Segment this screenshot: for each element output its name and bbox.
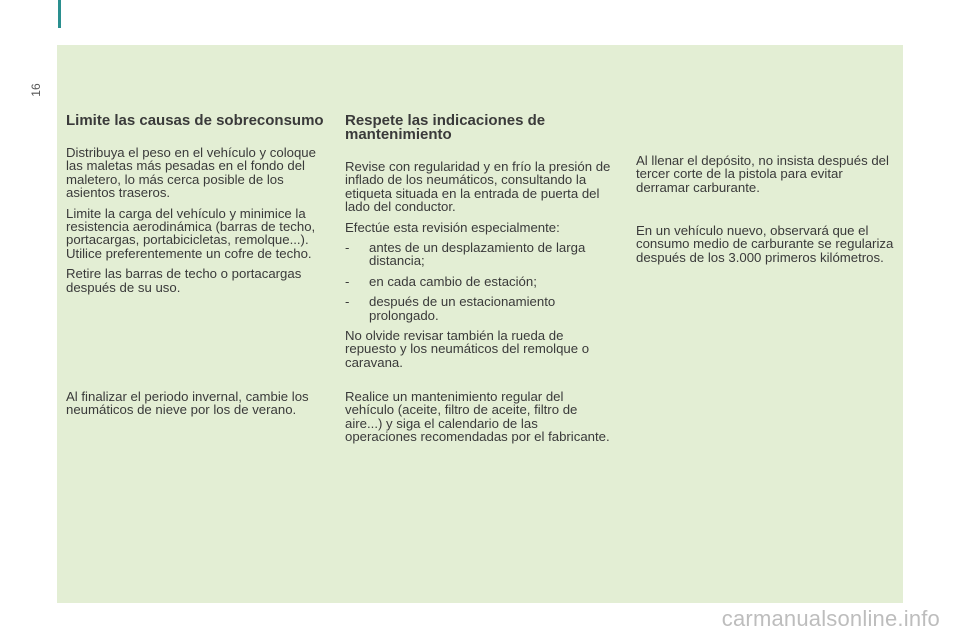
section-regular-maintenance bbox=[345, 390, 613, 451]
section-refuelling bbox=[636, 154, 898, 201]
paragraph: Efectúe esta revisión especialmente: bbox=[345, 219, 560, 235]
paragraph: Limite la carga del vehículo y minimice la resistencia aerodinámica (barras de techo, portacargas, portabicicletas, remolque...). Utilice preferentemente un cofre de techo. bbox=[66, 205, 316, 261]
section-title: Respete las indicaciones de mantenimiento bbox=[345, 112, 546, 143]
page-number: 16 bbox=[29, 83, 43, 97]
accent-bar bbox=[58, 0, 61, 28]
paragraph: Al llenar el depósito, no insista después del tercer corte de la pistola para evitar derramar carburante. bbox=[636, 153, 889, 195]
paragraph: En un vehículo nuevo, observará que el consumo medio de carburante se regulariza después de los 3.000 primeros kilómetros. bbox=[636, 223, 894, 265]
watermark: carmanualsonline.info bbox=[721, 606, 940, 631]
section-winter-tyres bbox=[66, 390, 328, 424]
list-item: - después de un estacionamiento prolongado. bbox=[345, 295, 613, 322]
paragraph: No olvide revisar también la rueda de repuesto y los neumáticos del remolque o caravana. bbox=[345, 328, 590, 370]
list-item: - en cada cambio de estación; bbox=[345, 275, 613, 288]
paragraph: Al finalizar el periodo invernal, cambie los neumáticos de nieve por los de verano. bbox=[66, 389, 309, 418]
paragraph: Retire las barras de techo o portacargas después de su uso. bbox=[66, 266, 302, 295]
check-list bbox=[345, 241, 613, 322]
list-item: - antes de un desplazamiento de larga distancia; bbox=[345, 241, 613, 268]
section-maintenance bbox=[345, 114, 613, 376]
paragraph: Distribuya el peso en el vehículo y coloque las maletas más pesadas en el fondo del maletero, lo más cerca posible de los asientos traseros. bbox=[66, 145, 316, 201]
paragraph: Revise con regularidad y en frío la presión de inflado de los neumáticos, consultando la etiqueta situada en la entrada de puerta del lado del conductor. bbox=[345, 159, 611, 215]
section-title: Limite las causas de sobreconsumo bbox=[66, 112, 324, 129]
section-new-vehicle bbox=[636, 224, 898, 271]
section-fuel-overconsumption bbox=[66, 114, 328, 301]
paragraph: Realice un mantenimiento regular del vehículo (aceite, filtro de aceite, filtro de aire...) y siga el calendario de las operaciones recomendadas por el fabricante. bbox=[345, 389, 610, 445]
